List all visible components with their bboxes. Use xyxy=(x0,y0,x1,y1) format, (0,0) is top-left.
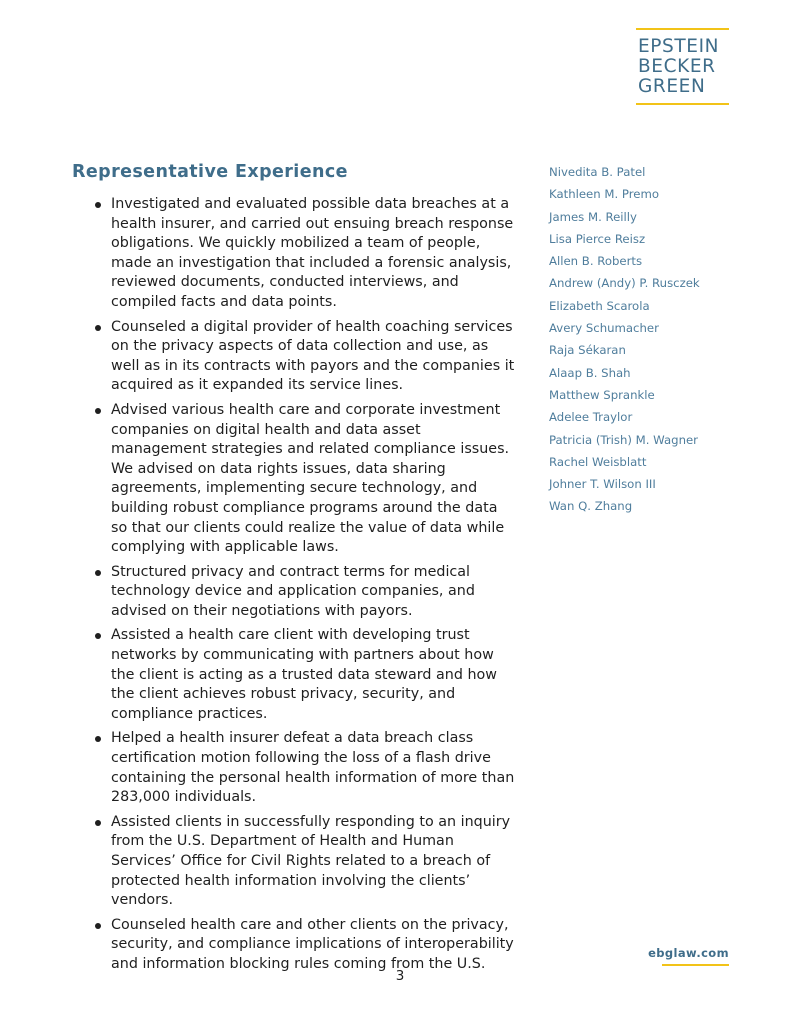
attorney-link[interactable]: Wan Q. Zhang xyxy=(549,499,633,514)
bullet-icon xyxy=(95,633,101,639)
bullet-icon xyxy=(95,408,101,414)
experience-item xyxy=(92,563,517,622)
attorney-link[interactable]: Johner T. Wilson III xyxy=(549,477,656,492)
attorney-link[interactable]: Allen B. Roberts xyxy=(549,254,643,269)
experience-text: Counseled a digital provider of health coaching services on the privacy aspects of data collection and use, as well as in its contracts with payors and the companies it acquired as it expanded its service lines. xyxy=(111,318,515,394)
bullet-icon xyxy=(95,736,101,742)
experience-text: Investigated and evaluated possible data breaches at a health insurer, and carried out ensuing breach response obligations. We quickly mobilized a team of people, made an investigation that included a forensic analysis, reviewed documents, conducted interviews, and compiled facts and data points. xyxy=(111,196,514,310)
experience-text: Assisted clients in successfully responding to an inquiry from the U.S. Department of Health and Human Services’ Office for Civil Rights related to a breach of protected health information involving the clients’ vendors. xyxy=(111,813,511,909)
attorney-link[interactable]: James M. Reilly xyxy=(549,209,637,224)
bullet-icon xyxy=(95,570,101,576)
experience-item xyxy=(92,195,517,313)
bullet-icon xyxy=(95,820,101,826)
experience-text: Structured privacy and contract terms for medical technology device and application companies, and advised on their negotiations with payors. xyxy=(111,563,475,619)
attorney-link[interactable]: Elizabeth Scarola xyxy=(549,298,650,313)
experience-text: Advised various health care and corporate investment companies on digital health and data asset management strategies and related compliance issues. We advised on data rights issues, data sharing agreements, implementing secure technology, and building robust compliance programs around the data so that our clients could realize the value of data while complying with applicable laws. xyxy=(111,401,510,556)
logo-top-rule xyxy=(636,28,729,30)
website-link[interactable]: ebglaw.com xyxy=(648,946,729,960)
experience-text: Counseled health care and other clients on the privacy, security, and compliance implications of interoperability and information blocking rules coming from the U.S. xyxy=(111,916,514,972)
logo-line-2: BECKER xyxy=(638,56,716,77)
attorney-link[interactable]: Patricia (Trish) M. Wagner xyxy=(549,432,698,447)
page-number: 3 xyxy=(395,968,405,984)
attorney-link[interactable]: Andrew (Andy) P. Rusczek xyxy=(549,276,700,291)
attorney-link[interactable]: Avery Schumacher xyxy=(549,321,659,336)
attorney-link[interactable]: Adelee Traylor xyxy=(549,410,633,425)
logo-line-3: GREEN xyxy=(638,76,706,97)
attorney-link[interactable]: Matthew Sprankle xyxy=(549,387,655,402)
footer-underline xyxy=(662,964,729,966)
experience-text: Assisted a health care client with developing trust networks by communicating with partners about how the client is acting as a trusted data steward and how the client achieves robust privacy, security, and compliance practices. xyxy=(111,627,497,722)
attorney-link[interactable]: Rachel Weisblatt xyxy=(549,454,647,469)
attorney-link[interactable]: Raja Sékaran xyxy=(549,343,626,358)
attorney-link[interactable]: Nivedita B. Patel xyxy=(549,165,646,179)
bullet-icon xyxy=(95,202,101,208)
experience-item xyxy=(92,813,517,911)
experience-item xyxy=(92,318,517,396)
firm-logo xyxy=(636,28,729,105)
experience-text: Helped a health insurer defeat a data breach class certification motion following the loss of a flash drive containing the personal health information of more than 283,000 individuals. xyxy=(111,730,515,806)
bullet-icon xyxy=(95,923,101,929)
attorney-link[interactable]: Kathleen M. Premo xyxy=(549,187,659,202)
bullet-icon xyxy=(95,325,101,331)
attorney-list xyxy=(549,161,769,518)
section-title: Representative Experience xyxy=(72,162,348,182)
logo-bottom-rule xyxy=(636,103,729,105)
experience-item xyxy=(92,401,517,558)
attorney-link[interactable]: Alaap B. Shah xyxy=(549,365,631,380)
experience-item xyxy=(92,626,517,724)
experience-list xyxy=(92,195,517,980)
experience-item xyxy=(92,729,517,807)
logo-wordmark xyxy=(636,37,729,97)
experience-item xyxy=(92,916,517,975)
logo-line-1: EPSTEIN xyxy=(638,36,720,57)
attorney-link[interactable]: Lisa Pierce Reisz xyxy=(549,231,646,246)
